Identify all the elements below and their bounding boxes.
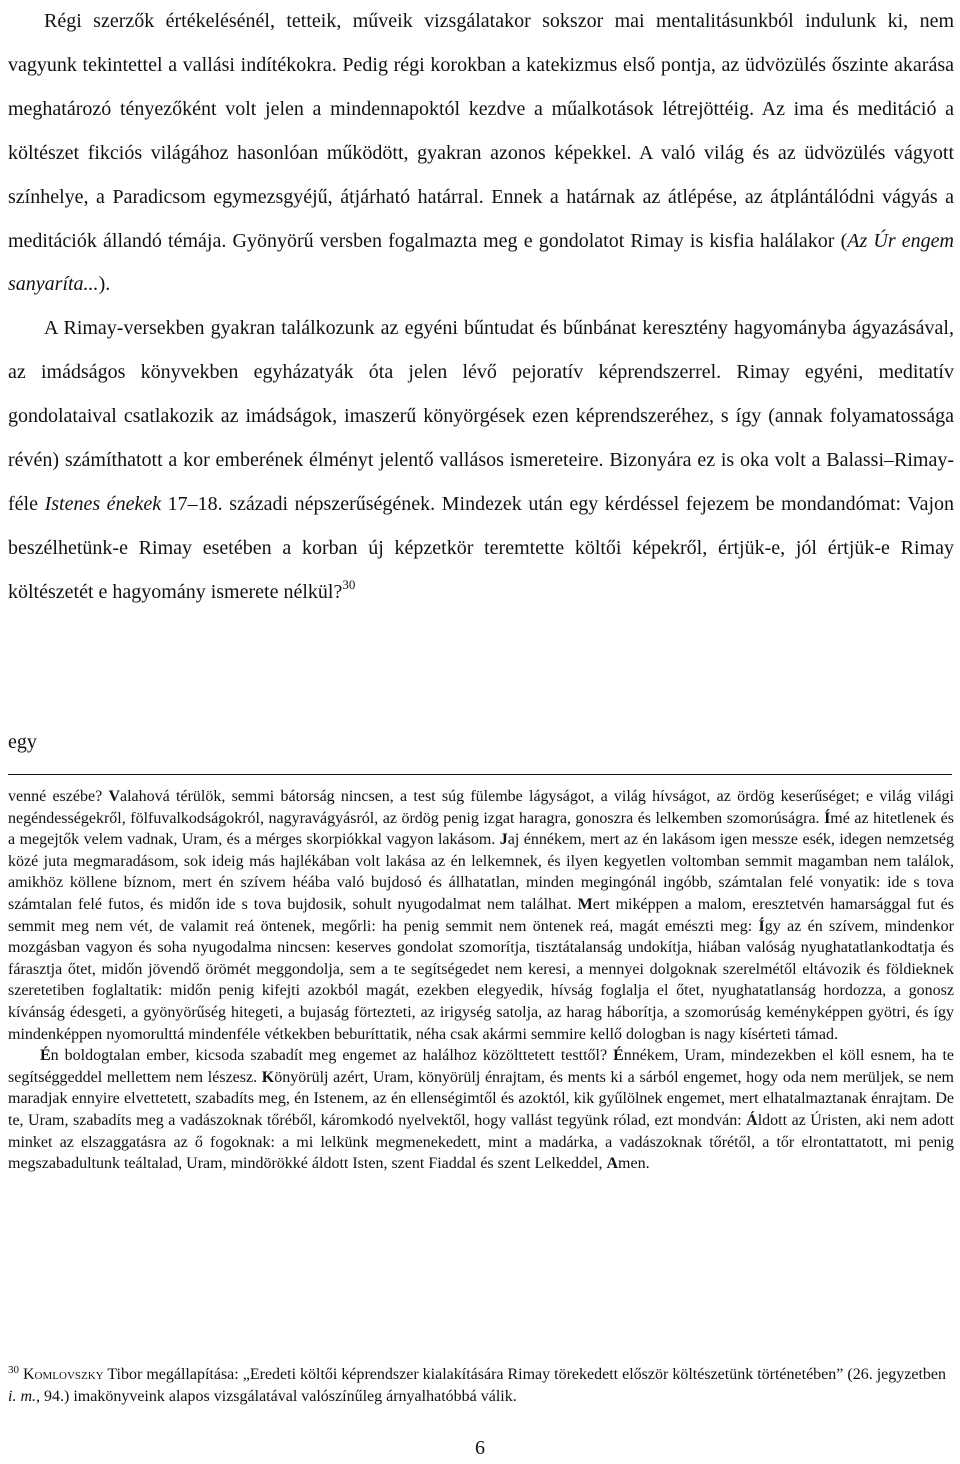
page-number: 6 [475, 1437, 485, 1459]
main-paragraph-2: A Rimay-versekben gyakran találkozunk az egyéni bűntudat és bűnbánat keresztény hagyományba ágyazásával, az imádságos könyvekben egyházatyák óta jelen lévő pejoratív képrendszerrel. Rimay egyéni, meditatív gondolataival csatlakozik az imádságok, imaszerű könyörgések ezen képrendszeréhez, s így (annak folyamatossága révén) számíthatott a kor emberének élményt jelentő vallásos ismereteire. Bizonyára ez is oka volt a Balassi–Rimay-féle Istenes énekek 17–18. századi népszerűségének. Mindezek után egy kérdéssel fejezem be mondandómat: Vajon beszélhetünk-e Rimay esetében a korban új képzetkör teremtette költői képekről, értjük-e, jól értjük-e Rimay költészetét e hagyomány ismerete nélkül?$^{30}$ [8, 317, 954, 603]
footnote-separator [8, 774, 952, 775]
quote-paragraph-2: Én boldogtalan ember, kicsoda szabadít meg engemet az halálhoz közölttetett testtől? Énnékem, Uram, mindezekben el köll esnem, ha te segítséggeddel mellettem nem lészesz. Könyörülj azért, Uram, könyörülj énrajtam, és ments ki a sárból engemet, hogy oda nem merüljek, se nem maradjak ennyire elvettetett, szabadíts meg, én Istenem, az én ellenségimtől és azoktól, kik gyűlölnek engemet, mert elhatalmaztanak énrajtam. De te, Uram, szabadíts meg a vadászoknak tőréből, káromkodó nyelvektől, hogy vallást tegyünk rólad, ezt mondván: Áldott az Úristen, aki nem adott minket az elszaggatásra az ő fogoknak: a mi lelkünk megmenekedett, mint a madárka, a vadászoknak tőrétől, a tőr elrontattatott, mi penig megszabadultunk teáltalad, Uram, mindörökké áldott Isten, szent Fiaddal és szent Lelkeddel, Amen. [8, 1047, 955, 1173]
footnote-number: 30 [8, 1364, 19, 1376]
main-paragraph-1: Régi szerzők értékelésénél, tetteik, műveik vizsgálatakor sokszor mai mentalitásunkból indulunk ki, nem vagyunk tekintettel a vallási indítékokra. Pedig régi korokban a katekizmus első pontja, az üdvözülés őszinte akarása meghatározó tényezőként volt jelen a mindennapoktól kezdve a műalkotások létrejöttéig. Az ima és meditáció a költészet fikciós világához hasonlóan működött, gyakran azonos képekkel. A való világ és az üdvözülés vágyott színhelye, a Paradicsom egymezsgyéjű, átjárható határral. Ennek a határnak az átlépése, az átplántálódni vágyás a meditációk állandó témája. Gyönyörű versben fogalmazta meg e gondolatot Rimay is kisfia halálakor (Az Úr engem sanyaríta...). [8, 10, 954, 296]
footnote-30: $^{30}$ Komlovszky Tibor megállapítása: „Eredeti költői képrendszer kialakítására Rimay törekedett először költészetünk történetében” (26. jegyzetben i. m., 94.) imakönyveink alapos vizsgálatával valószínűleg árnyalhatóbbá válik. [8, 1364, 946, 1405]
footnote-reference-30[interactable]: 30 [342, 576, 356, 592]
quote-block [8, 786, 954, 1175]
fragment-word: egy [8, 731, 37, 753]
footnote-author: Komlovszky [23, 1366, 104, 1383]
main-text [8, 0, 954, 615]
quote-paragraph-1: venné eszébe? Valahová térülök, semmi bátorság nincsen, a test súg fülembe lágyságot, a világ hívságot, az ördög keserűséget; e világ világi negéndességekről, fölfuvalkodságokról, nagyravágyásról, az ördög penig izgat haragra, gonoszra és lelkemben szomorúságra. Ímé az hitetlenek és a megejtők velem vadnak, Uram, és a mérges skorpiókkal vagyon lakásom. Jaj énnékem, mert az én lakásom igen messze esék, idegen nemzetség közé juta megmaradásom, sok ideig más hajlékában volt lakása az én lelkemnek, és ilyen kegyetlen voltomban semmit magamban nem találok, amikhöz köllene bíznom, mert én szívem héába való bujdosó és állhatatlan, minden megingónál ingóbb, számtalan felé vonyatik: ide s tova számtalan felé futos, és midőn ide s tova bujdosik, sohult nyugodalmat nem találhat. Mert miképpen a malom, eresztetvén hamarsággal fut és semmit meg nem vét, de valamit reá öntenek, megőrli: ha penig semmit nem öntenek reá, magát emészti meg: Így az én szívem, mindenkor mozgásban vagyon és soha nyugodalma nincsen: keserves gondolat szomorítja, tisztátalanság undokítja, hiában valóság nyughatatlankodtatja és fárasztja őtet, midőn jövendő örömét meggondolja, sem a te segítségedet nem keresi, a mennyei dolgoknak szerelmétől eltávozik és földieknek szeretetiben foglaltatik: midőn penig kifejti azokból magát, ezekben elegyedik, hívság foglalja el őtet, nyughatatlanság hordozza, a gonosz kívánság édesgeti, a gyönyörűség hitegeti, a bujaság förtezteti, az irigység satolja, az harag háborítja, a szomorúság keményképpen gyötri, és így mindenképpen nyomorulttá mindenféle vétkekben beburíttatik, néha csak akármi semmire kellő dologban is nagy kísérteti támad. [8, 788, 955, 1043]
